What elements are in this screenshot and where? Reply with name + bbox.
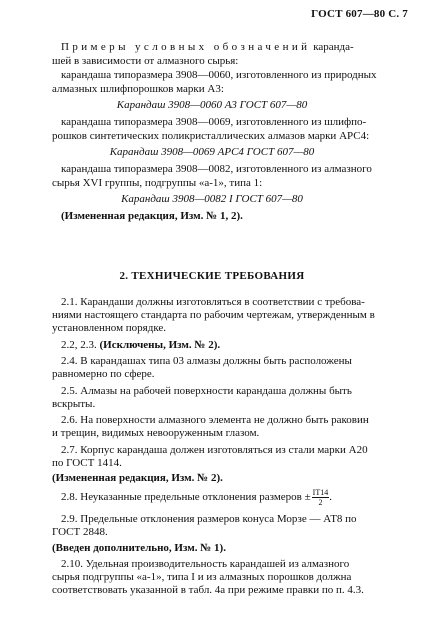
clause-2-8-end: . — [329, 491, 332, 504]
examples-intro-line2: шей в зависимости от алмазного сырья: — [52, 55, 239, 67]
example2-line2: рошков синтетических поликристаллических алмазов марки АРС4: — [52, 130, 370, 142]
fraction-numerator: IT14 — [312, 488, 329, 497]
clause-2-6-line1: 2.6. На поверхности алмазного элемента не должно быть раковин — [61, 414, 369, 426]
clause-2-2-3-amendment: (Исключены, Изм. № 2). — [99, 339, 221, 351]
clause-2-1-line1: 2.1. Карандаши должны изготовляться в соответствии с требова- — [61, 296, 365, 308]
clause-2-10-line1: 2.10. Удельная производительность карандашей из алмазного — [61, 558, 350, 570]
example3-line2: сырья XVI группы, подгруппы «а-1», типа 1: — [52, 177, 263, 189]
fraction-denominator: 2 — [318, 498, 323, 507]
clause-2-9-line2: ГОСТ 2848. — [52, 526, 108, 538]
clause-2-1-line3: установленном порядке. — [52, 322, 167, 334]
clause-2-8-text: 2.8. Неуказанные предельные отклонения размеров ± — [61, 491, 311, 504]
clause-2-8 — [61, 488, 332, 507]
page-header: ГОСТ 607—80 С. 7 — [311, 8, 408, 20]
fraction-it14-over-2 — [312, 488, 330, 507]
example3-designation: Карандаш 3908—0082 I ГОСТ 607—80 — [121, 193, 303, 205]
clause-2-2-3 — [61, 339, 220, 352]
clause-2-10-line2: сырья подгруппы «а-1», типа I и из алмазных порошков должна — [52, 571, 352, 583]
section-title: 2. ТЕХНИЧЕСКИЕ ТРЕБОВАНИЯ — [119, 270, 305, 282]
clause-2-5-line1: 2.5. Алмазы на рабочей поверхности карандаша должны быть — [61, 385, 352, 397]
example3-line1: карандаша типоразмера 3908—0082, изготовленного из алмазного — [61, 163, 372, 175]
clause-2-9-line1: 2.9. Предельные отклонения размеров конуса Морзе — АТ8 по — [61, 513, 357, 525]
clause-2-6-line2: и трещин, видимых невооруженным глазом. — [52, 427, 260, 439]
example2-line1: карандаша типоразмера 3908—0069, изготовленного из шлифпо- — [61, 116, 367, 128]
clause-2-10-line3: соответствовать указанной в табл. 4а при режиме правки по п. 4.3. — [52, 584, 364, 596]
example1-line1: карандаша типоразмера 3908—0060, изготовленного из природных — [61, 69, 377, 81]
example1-designation: Карандаш 3908—0060 А3 ГОСТ 607—80 — [116, 99, 308, 111]
example2-designation: Карандаш 3908—0069 АРС4 ГОСТ 607—80 — [109, 146, 315, 158]
example1-line2: алмазных шлифпорошков марки А3: — [52, 83, 224, 95]
clause-2-9-amendment: (Введен дополнительно, Изм. № 1). — [52, 542, 226, 554]
clause-2-7-line1: 2.7. Корпус карандаша должен изготовляться из стали марки А20 — [61, 444, 368, 456]
clause-2-5-line2: вскрыты. — [52, 398, 96, 410]
clause-2-4-line1: 2.4. В карандашах типа 03 алмазы должны быть расположены — [61, 355, 352, 367]
examples-intro-rest: каранда- — [310, 41, 354, 53]
clause-2-7-line2: по ГОСТ 1414. — [52, 457, 122, 469]
clause-2-2-3-prefix: 2.2, 2.3. — [61, 339, 100, 351]
clause-2-4-line2: равномерно по сфере. — [52, 368, 155, 380]
clause-2-1-line2: ниями настоящего стандарта по рабочим чертежам, утвержденным в — [52, 309, 375, 321]
clause-2-7-amendment: (Измененная редакция, Изм. № 2). — [52, 472, 223, 484]
examples-intro-spaced: Примеры условных обозначений — [61, 41, 311, 53]
examples-amendment: (Измененная редакция, Изм. № 1, 2). — [61, 210, 243, 222]
examples-intro — [61, 41, 354, 54]
